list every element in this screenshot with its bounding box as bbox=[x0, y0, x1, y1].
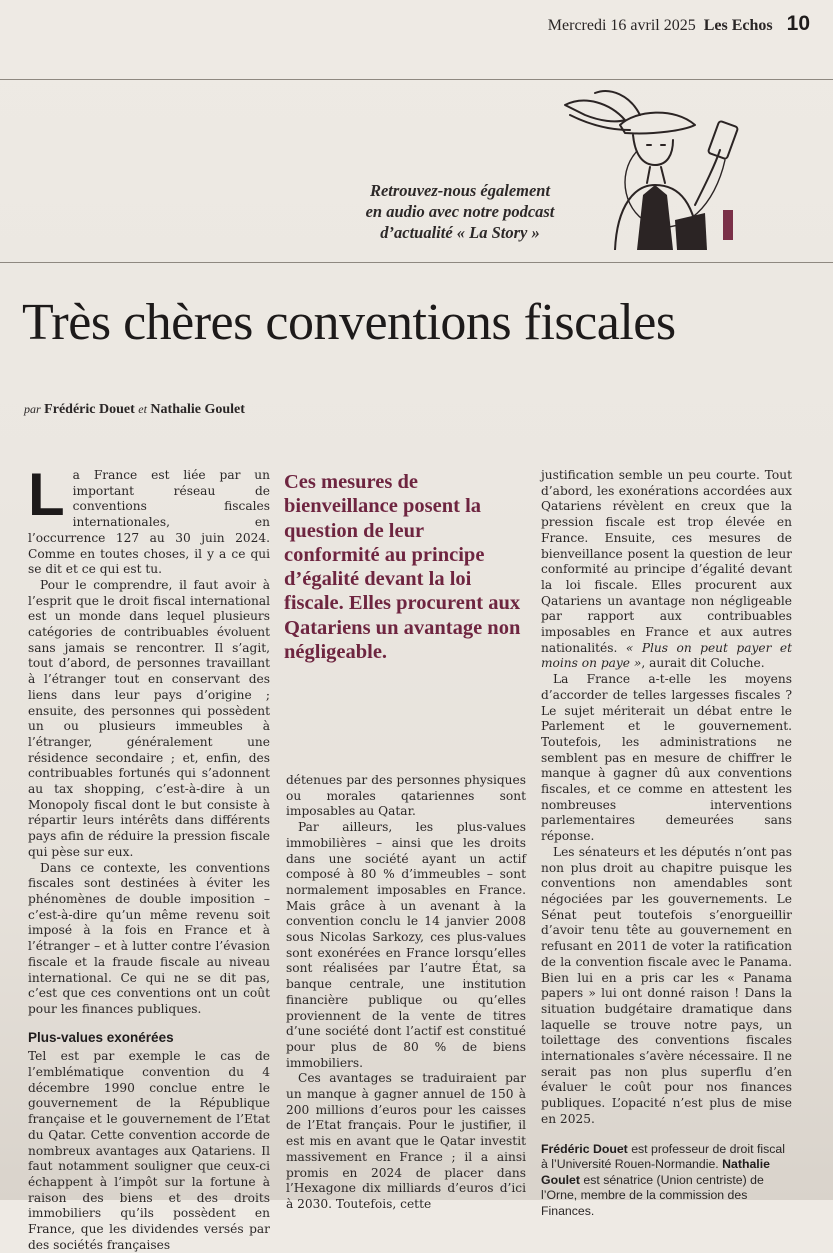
column-1 bbox=[28, 461, 270, 1253]
author-2: Nathalie Goulet bbox=[150, 402, 245, 417]
top-rule bbox=[0, 79, 833, 80]
author-1: Frédéric Douet bbox=[44, 402, 135, 417]
byline-et: et bbox=[138, 402, 147, 416]
coluche-quote: « Plus on peut payer et moins on paye » bbox=[541, 640, 792, 671]
paragraph-text: a France est liée par un important réseau de conventions fiscales internationales, en l’occurrence 127 au 30 juin 2024. Comme en toutes choses, il y a ce qui se dit et ce qui est tu. bbox=[28, 468, 270, 577]
drop-cap: L bbox=[28, 461, 65, 528]
paragraph: La France a-t-elle les moyens d’accorder de telles largesses fiscales ? Le sujet mériterait un débat entre le Parlement et le gouvernement. Toutefois, les administrations ne semblent pas en mesure de chiffrer le manque à gagner dû aux conventions fiscales, et ce comme en attestent les nombreuses interventions parlementaires demeurées sans réponse. bbox=[541, 672, 792, 844]
column-2 bbox=[286, 773, 526, 1213]
paragraph: Tel est par exemple le cas de l’emblématique convention du 4 décembre 1990 conclue entre le gouvernement de la République française et le gouvernement de l’Etat du Qatar. Cette convention accorde de nombreux avantages aux Qatariens. Il faut notamment souligner que ceux-ci échappent à l’impôt sur la fortune à raison des biens et des droits immobiliers qu’ils possèdent en France, que les dividendes versés par des sociétés françaises bbox=[28, 1049, 270, 1252]
pull-quote: Ces mesures de bienveillance posent la question de leur conformité au principe d’égalité devant la loi fiscale. Elles procurent aux Qatariens un avantage non négligeable. bbox=[284, 471, 521, 664]
bio-name-1: Frédéric Douet bbox=[541, 1141, 628, 1156]
byline-par: par bbox=[24, 402, 41, 416]
column-3 bbox=[541, 468, 792, 1219]
masthead bbox=[460, 12, 810, 36]
promo-line-3: d’actualité « La Story » bbox=[380, 223, 540, 242]
paragraph bbox=[28, 461, 270, 578]
paragraph-text: justification semble un peu courte. Tout d’abord, les exonérations accordées aux Qatariens révèlent en creux que la pression fiscale est trop élevée en France. Ensuite, ces mesures de bienveillance posent la question de leur conformité au principe d’égalité devant la loi fiscale. Elles procurent aux Qatariens un avantage non négligeable par rapport aux contribuables imposables en France et aux autres nationalités. bbox=[541, 468, 792, 655]
publication-name: Les Echos bbox=[703, 17, 773, 34]
paragraph: Pour le comprendre, il faut avoir à l’esprit que le droit fiscal international est un monde dans lequel plusieurs catégories de contribuables évoluent sans jamais se rencontrer. Il s’agit, tout d’abord, de personnes travaillant à l’étranger tout en conservant des liens dans leur pays d’origine ; ensuite, des personnes qui possèdent un ou plusieurs immeubles à l’étranger, généralement une résidence secondaire ; et, enfin, des contribuables fortunés qui s’adonnent au tax shopping, c’est-à-dire à un Monopoly fiscal dont le but consiste à répartir leurs intérêts dans différents pays afin de réduire la pression fiscale qui pèse sur eux. bbox=[28, 577, 270, 859]
paragraph: Par ailleurs, les plus-values immobilières – ainsi que les droits dans une société ayant un actif composé à 80 % d’immeubles – sont normalement imposables en France. Mais grâce à un avenant à la convention conclu le 14 janvier 2008 sous Nicolas Sarkozy, ces plus-values sont exonérées en France lorsqu’elles sont réalisées par l’autre État, sa banque centrale, une institution financière publique ou qu’elles proviennent de la vente de titres d’une société dont l’actif est constitué pour plus de 80 % de biens immobiliers. bbox=[286, 820, 526, 1070]
byline bbox=[24, 402, 245, 418]
author-bio bbox=[541, 1142, 792, 1220]
paragraph bbox=[541, 468, 792, 672]
podcast-promo bbox=[330, 180, 590, 243]
article-headline: Très chères conventions fiscales bbox=[22, 294, 676, 351]
bio-name-2: Nathalie Goulet bbox=[541, 1157, 770, 1187]
paragraph: Les sénateurs et les députés n’ont pas non plus droit au chapitre puisque les conventions non amendables sont négociées par les gouvernements. Le Sénat peut toutefois s’enorgueillir d’avoir tenu tête au gouvernement en refusant en 2011 de voter la ratification de la convention fiscale avec le Panama. Bien lui en a pris car les « Panama papers » lui ont donné raison ! Dans la situation budgétaire dramatique dans laquelle se trouve notre pays, un toilettage des conventions fiscales internationales s’avère nécessaire. Il ne serait pas non plus superflu d’en évaluer le coût pour nos finances publiques. L’opacité n’est plus de mise en 2025. bbox=[541, 844, 792, 1126]
bio-text-1: est professeur de droit fiscal à l’Université Rouen-Normandie. bbox=[541, 1141, 785, 1172]
bio-text-2: est sénatrice (Union centriste) de l’Orne, membre de la commission des Finances. bbox=[541, 1172, 764, 1218]
section-subhead: Plus-values exonérées bbox=[28, 1029, 174, 1045]
quote-attribution: , aurait dit Coluche. bbox=[641, 656, 765, 671]
promo-line-2: en audio avec notre podcast bbox=[365, 202, 555, 221]
page-number: 10 bbox=[786, 12, 810, 35]
paragraph: Ces avantages se traduiraient par un manque à gagner annuel de 150 à 200 millions d’euros pour les caisses de l’Etat français. Pour le justifier, il est mis en avant que le Qatar investit massivement en France ; il a ainsi promis en 2024 de placer dans l’Hexagone dix milliards d’euros d’ici à 2030. Toutefois, cette bbox=[286, 1071, 526, 1211]
section-rule bbox=[0, 262, 833, 263]
issue-date: Mercredi 16 avril 2025 bbox=[547, 17, 696, 34]
promo-line-1: Retrouvez-nous également bbox=[369, 181, 551, 200]
paragraph: Dans ce contexte, les conventions fiscales sont destinées à éviter les phénomènes de double imposition – c’est-à-dire qu’un même revenu soit imposé à la fois en France et à l’étranger – et à lutter contre l’évasion fiscale et la fraude fiscale au niveau international. Ce qui ne se dit pas, c’est que ces conventions ont un coût pour les finances publiques. bbox=[28, 860, 270, 1016]
paragraph: détenues par des personnes physiques ou morales qatariennes sont imposables au Qatar. bbox=[286, 773, 526, 819]
